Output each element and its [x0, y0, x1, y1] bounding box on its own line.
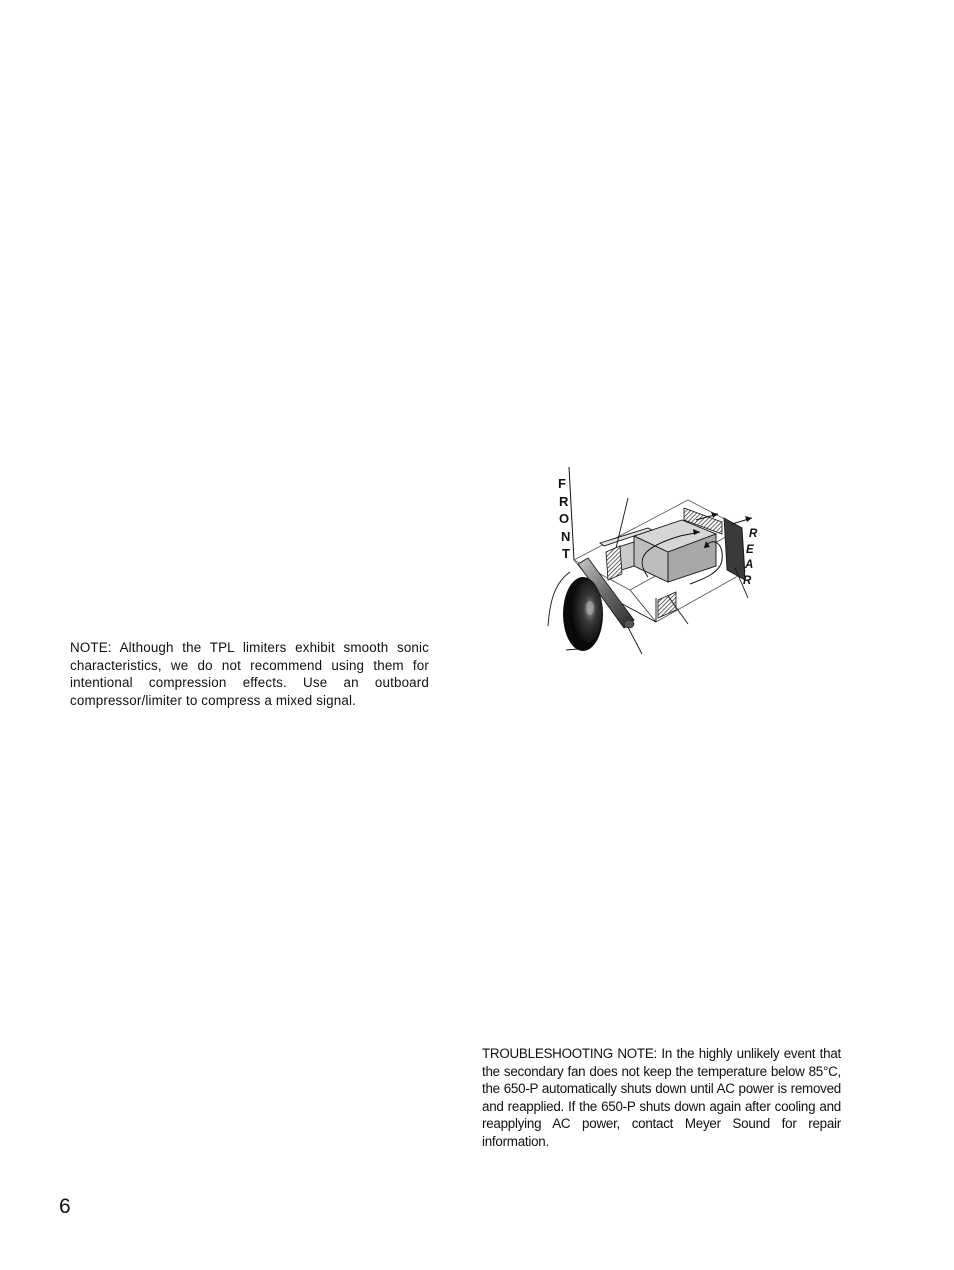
rear-panel: [724, 518, 745, 580]
tpl-limiter-note: NOTE: Although the TPL limiters exhibit smooth sonic characteristics, we do not recommend using them for intentional compression effects. Use an outboard compressor/limiter to compress a mixed signal.: [70, 640, 429, 708]
page-number: 6: [59, 1195, 71, 1218]
rear-letter-r: R: [749, 528, 758, 540]
front-letter-o: O: [559, 511, 570, 526]
rear-letter-a: A: [745, 559, 754, 571]
amplifier-cooling-airflow-diagram: [540, 460, 780, 660]
troubleshooting-note: TROUBLESHOOTING NOTE: In the highly unlikely event that the secondary fan does not keep the temperature below 85°C, the 650-P automatically shuts down until AC power is removed and reapplied. If the 650-P shuts down again after cooling and reapplying AC power, contact Meyer Sound for repair information.: [482, 1046, 841, 1149]
front-letter-t: T: [562, 546, 570, 561]
front-letter-f: F: [558, 476, 566, 491]
rear-letter-r2: R: [743, 575, 752, 587]
rear-letter-e: E: [746, 544, 754, 556]
front-letter-n: N: [561, 529, 571, 544]
front-vent-lower: [658, 592, 676, 618]
front-letter-r: R: [559, 494, 569, 509]
loudspeaker-cone: [563, 577, 603, 651]
front-vent-upper: [606, 546, 622, 580]
